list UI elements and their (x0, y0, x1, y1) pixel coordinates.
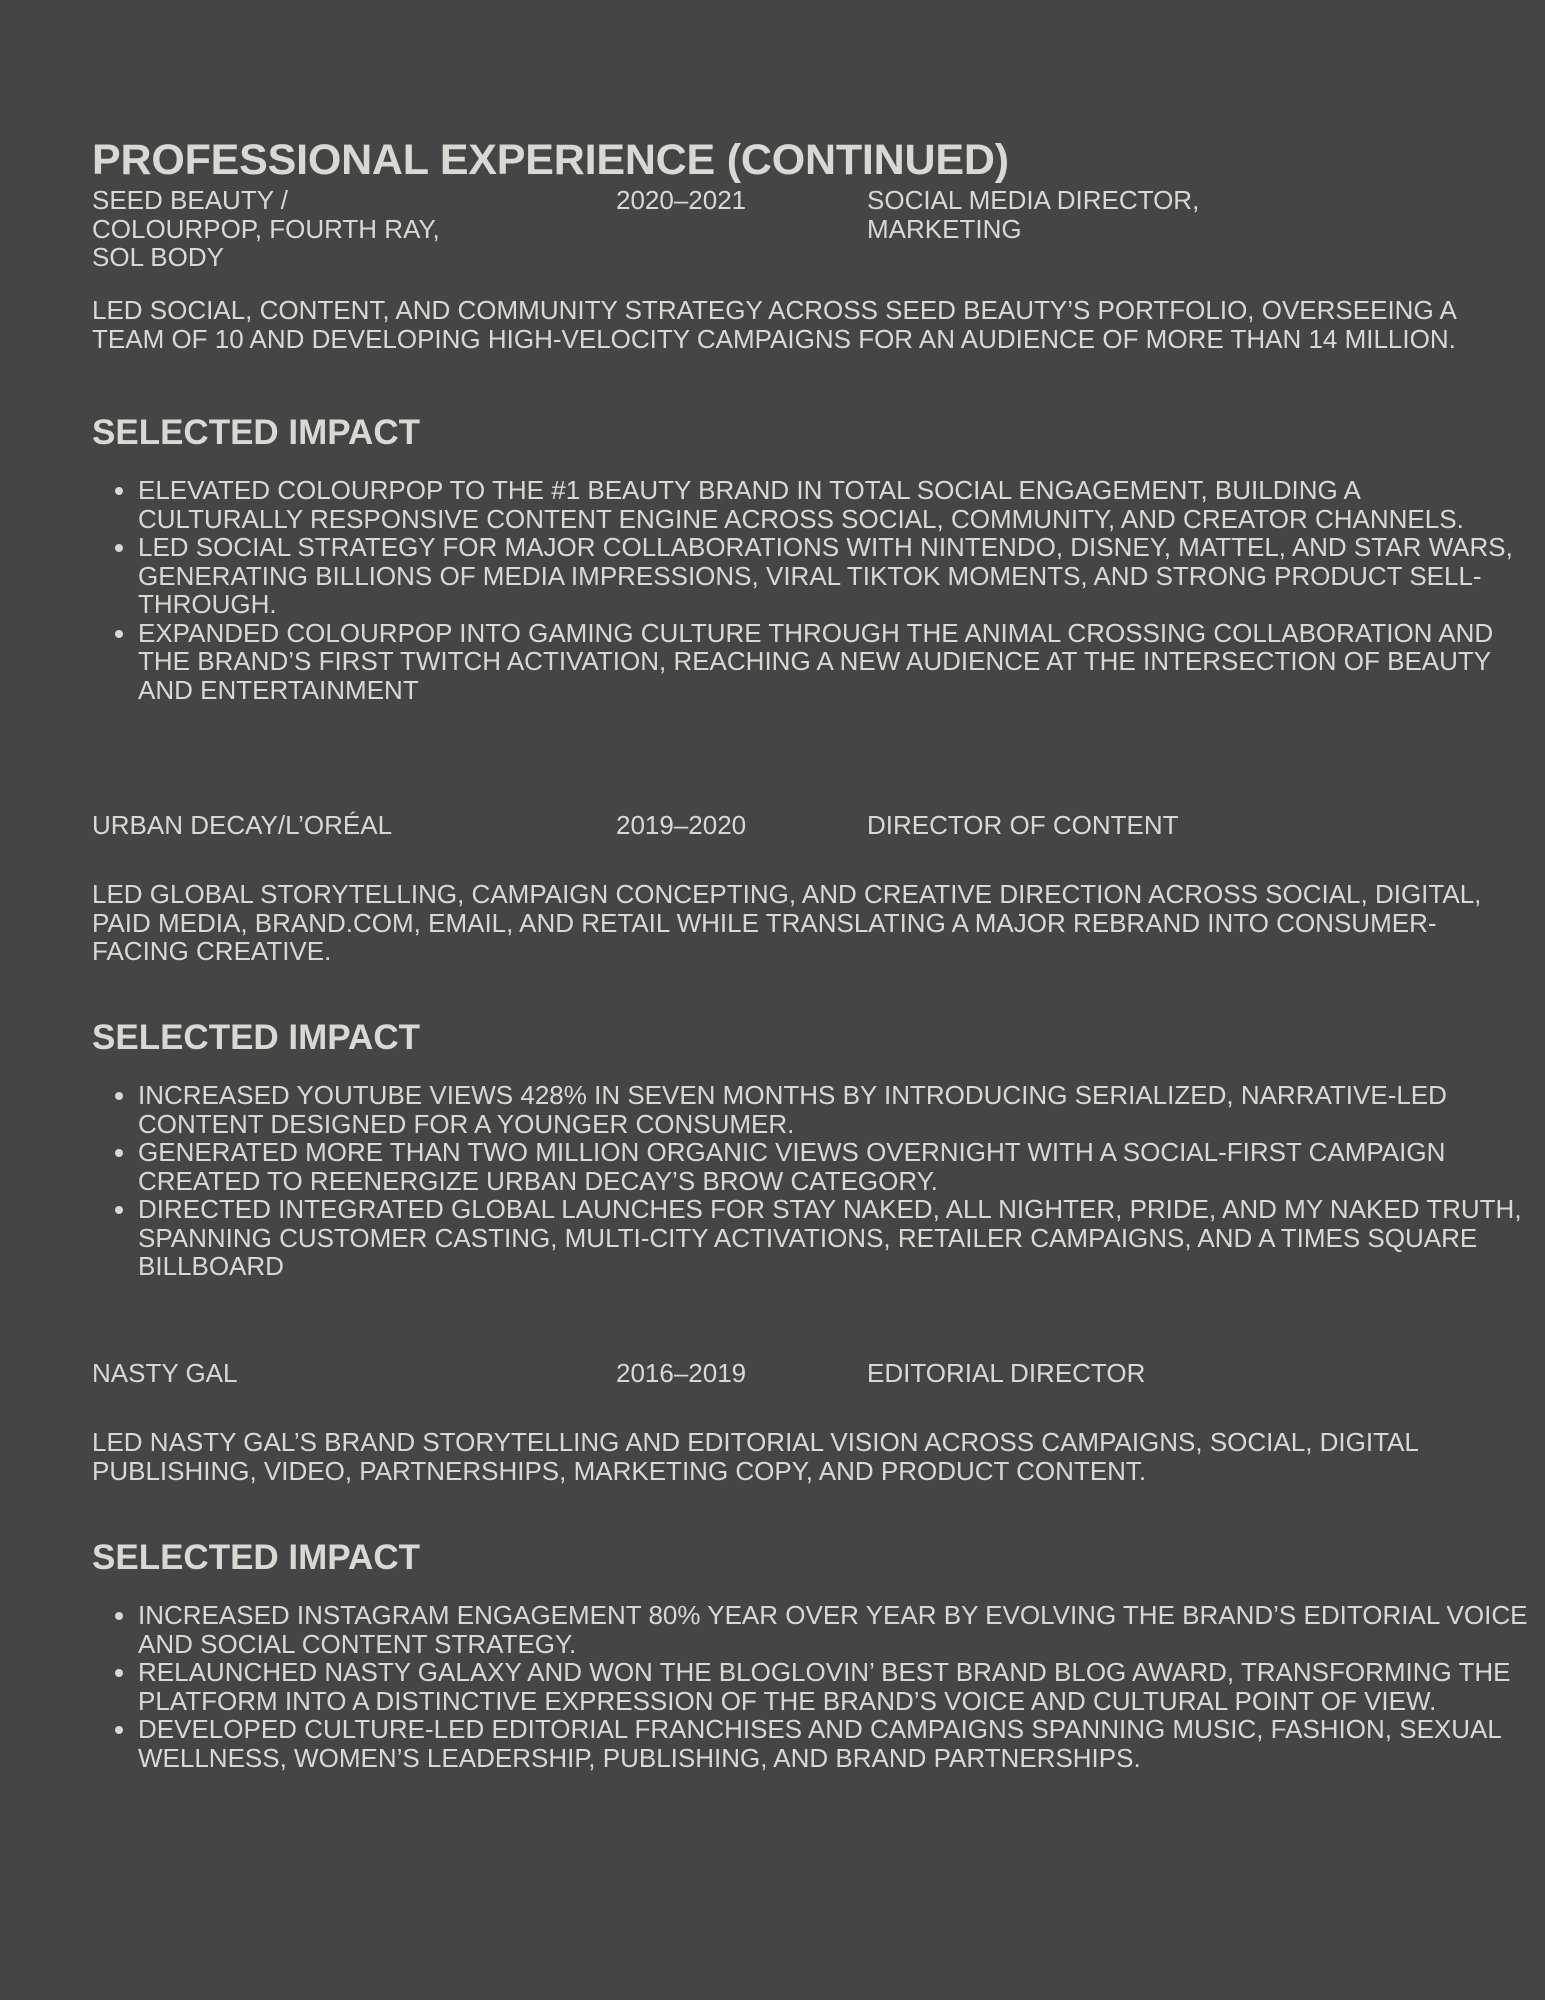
job-title-line: MARKETING (867, 213, 1022, 244)
company-line: SEED BEAUTY / (92, 185, 289, 215)
job-dates: 2020–2021 (616, 185, 747, 215)
job-summary: LED GLOBAL STORYTELLING, CAMPAIGN CONCEPTING, AND CREATIVE DIRECTION ACROSS SOCIAL, DIGITAL, PAID MEDIA, BRAND.COM, EMAIL, AND RETAIL WHILE TRANSLATING A MAJOR REBRAND INTO CONSUMER-FACING CREATIVE. (92, 879, 1482, 966)
impact-item: • INCREASED INSTAGRAM ENGAGEMENT 80% YEAR OVER YEAR BY EVOLVING THE BRAND’S EDITORIAL VOICE AND SOCIAL CONTENT STRATEGY. (138, 1601, 1538, 1658)
job-summary: LED SOCIAL, CONTENT, AND COMMUNITY STRATEGY ACROSS SEED BEAUTY’S PORTFOLIO, OVERSEEING A TEAM OF 10 AND DEVELOPING HIGH-VELOCITY CAMPAIGNS FOR AN AUDIENCE OF MORE THAN 14 MILLION. (92, 295, 1456, 354)
impact-heading: SELECTED IMPACT (92, 1538, 420, 1577)
job-title-line: DIRECTOR OF CONTENT (867, 810, 1179, 840)
company-name (92, 186, 572, 272)
impact-list (92, 1601, 1538, 1772)
impact-item: • INCREASED YOUTUBE VIEWS 428% IN SEVEN MONTHS BY INTRODUCING SERIALIZED, NARRATIVE-LED CONTENT DESIGNED FOR A YOUNGER CONSUMER. (138, 1081, 1538, 1138)
job-title (867, 1359, 1287, 1388)
impact-list (92, 1081, 1538, 1281)
company-line: NASTY GAL (92, 1358, 238, 1388)
impact-item: • GENERATED MORE THAN TWO MILLION ORGANIC VIEWS OVERNIGHT WITH A SOCIAL-FIRST CAMPAIGN CREATED TO REENERGIZE URBAN DECAY’S BROW CATEGORY. (138, 1138, 1538, 1195)
impact-heading: SELECTED IMPACT (92, 413, 420, 452)
company-line: URBAN DECAY/L’ORÉAL (92, 810, 393, 840)
impact-item: • DIRECTED INTEGRATED GLOBAL LAUNCHES FOR STAY NAKED, ALL NIGHTER, PRIDE, AND MY NAKED TRUTH, SPANNING CUSTOMER CASTING, MULTI-CITY ACTIVATIONS, RETAILER CAMPAIGNS, AND A TIMES SQUARE BILLBOARD (138, 1195, 1538, 1281)
job-title (867, 186, 1287, 243)
company-name (92, 1359, 572, 1388)
impact-item: • ELEVATED COLOURPOP TO THE #1 BEAUTY BRAND IN TOTAL SOCIAL ENGAGEMENT, BUILDING A CULTURALLY RESPONSIVE CONTENT ENGINE ACROSS SOCIAL, COMMUNITY, AND CREATOR CHANNELS. (138, 476, 1528, 533)
company-name (92, 811, 572, 840)
impact-item: • EXPANDED COLOURPOP INTO GAMING CULTURE THROUGH THE ANIMAL CROSSING COLLABORATION AND THE BRAND’S FIRST TWITCH ACTIVATION, REACHING A NEW AUDIENCE AT THE INTERSECTION OF BEAUTY AND ENTERTAINMENT (138, 619, 1528, 705)
job-summary: LED NASTY GAL’S BRAND STORYTELLING AND EDITORIAL VISION ACROSS CAMPAIGNS, SOCIAL, DIGITAL PUBLISHING, VIDEO, PARTNERSHIPS, MARKETING COPY, AND PRODUCT CONTENT. (92, 1427, 1418, 1486)
impact-item: • RELAUNCHED NASTY GALAXY AND WON THE BLOGLOVIN’ BEST BRAND BLOG AWARD, TRANSFORMING THE PLATFORM INTO A DISTINCTIVE EXPRESSION OF THE BRAND’S VOICE AND CULTURAL POINT OF VIEW. (138, 1658, 1538, 1715)
impact-item: • DEVELOPED CULTURE-LED EDITORIAL FRANCHISES AND CAMPAIGNS SPANNING MUSIC, FASHION, SEXUAL WELLNESS, WOMEN’S LEADERSHIP, PUBLISHING, AND BRAND PARTNERSHIPS. (138, 1715, 1538, 1772)
company-line: SOL BODY (92, 242, 224, 272)
impact-list (92, 476, 1528, 704)
impact-heading: SELECTED IMPACT (92, 1018, 420, 1057)
job-title (867, 811, 1287, 840)
job-dates: 2019–2020 (616, 810, 747, 840)
page-title: PROFESSIONAL EXPERIENCE (CONTINUED) (92, 136, 1009, 184)
company-line: COLOURPOP, FOURTH RAY, (92, 213, 440, 244)
job-dates: 2016–2019 (616, 1358, 747, 1388)
job-title-line: EDITORIAL DIRECTOR (867, 1358, 1146, 1388)
job-title-line: SOCIAL MEDIA DIRECTOR, (867, 185, 1200, 215)
impact-item: • LED SOCIAL STRATEGY FOR MAJOR COLLABORATIONS WITH NINTENDO, DISNEY, MATTEL, AND STAR WARS, GENERATING BILLIONS OF MEDIA IMPRESSIONS, VIRAL TIKTOK MOMENTS, AND STRONG PRODUCT SELL-THROUGH. (138, 533, 1528, 619)
